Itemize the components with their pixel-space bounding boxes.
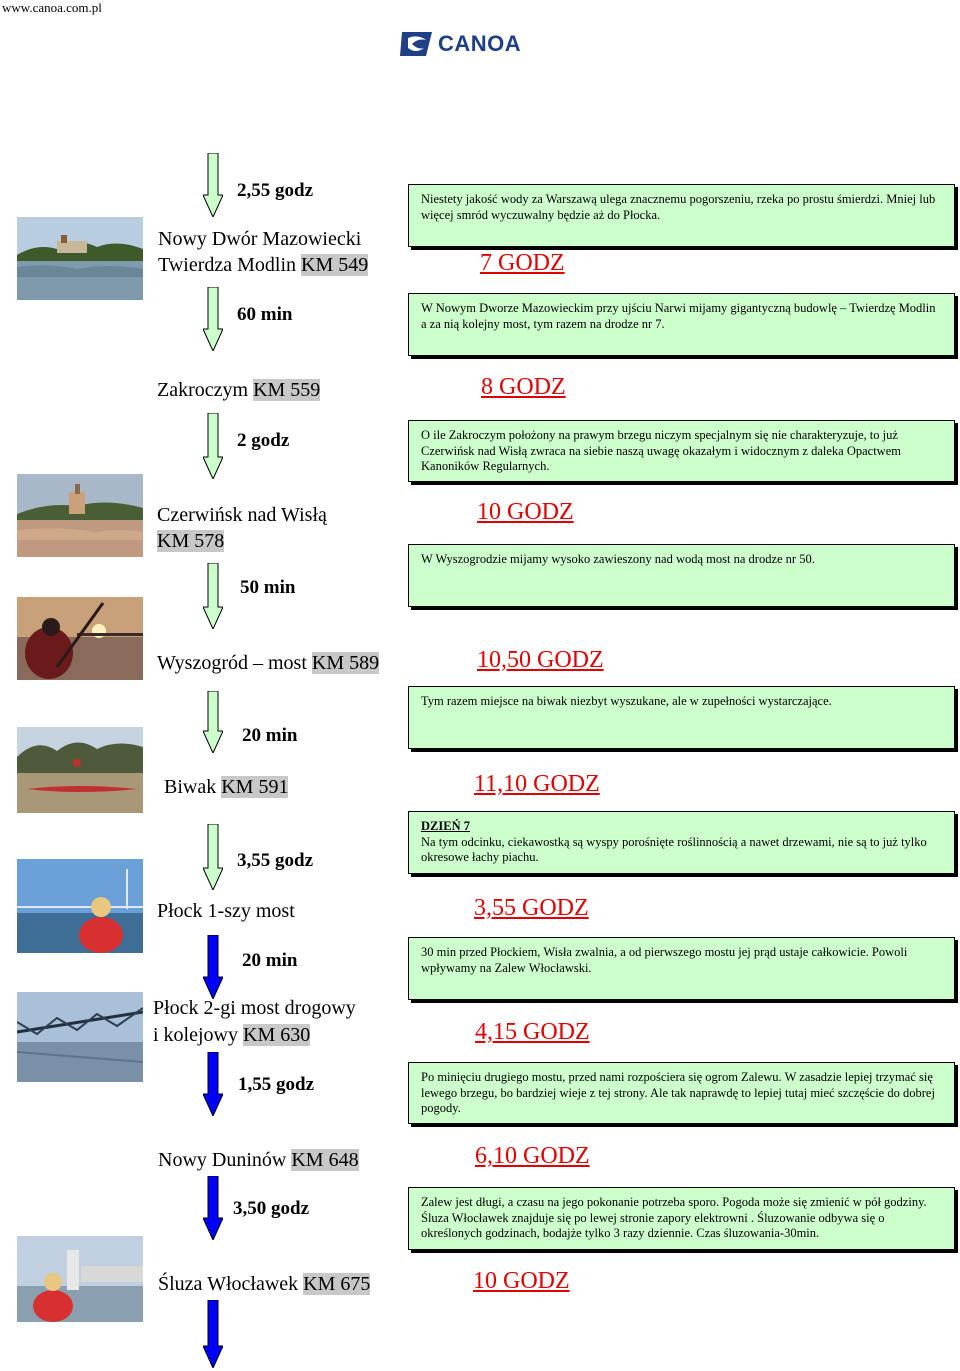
- time-label: 8 GODZ: [481, 374, 566, 400]
- arrow-down-blue-icon: [203, 1052, 223, 1116]
- note-day-7: DZIEŃ 7 Na tym odcinku, ciekawostką są wyspy porośnięte roślinnością a nawet drzewami, nie są to już tylko okresowe łachy piachu.: [408, 811, 955, 874]
- km-marker: KM 549: [301, 254, 369, 276]
- note-modlin: W Nowym Dworze Mazowieckim przy ujściu Narwi mijamy gigantyczną budowlę – Twierdzę Modlin a za nią kolejny most, tym razem na drodze nr 7.: [408, 293, 955, 356]
- km-marker: KM 675: [303, 1273, 371, 1295]
- km-marker: KM 648: [291, 1149, 359, 1171]
- arrow-down-icon: [203, 824, 223, 890]
- logo-text: CANOA: [438, 31, 522, 56]
- photo-campsite: [17, 727, 143, 813]
- note-heading: DZIEŃ 7: [421, 819, 470, 833]
- km-marker: KM 559: [253, 379, 321, 401]
- km-marker: KM 630: [243, 1024, 311, 1046]
- photo-sunset-kayak: [17, 597, 143, 680]
- place-biwak: Biwak KM 591: [164, 776, 289, 798]
- photo-modlin-fortress: [17, 217, 143, 300]
- time-label: 10,50 GODZ: [477, 647, 604, 673]
- duration-label: 20 min: [242, 725, 298, 746]
- duration-label: 1,55 godz: [238, 1074, 314, 1095]
- duration-label: 50 min: [240, 577, 296, 598]
- duration-label: 3,50 godz: [233, 1198, 309, 1219]
- km-marker: KM 591: [221, 776, 289, 798]
- note-plock: 30 min przed Płockiem, Wisła zwalnia, a od pierwszego mostu jej prąd ustaje całkowicie. Powoli wpływamy na Zalew Włocławski.: [408, 937, 955, 1000]
- place-wloclawek-lock: Śluza Włocławek KM 675: [158, 1273, 371, 1295]
- arrow-down-icon: [203, 287, 223, 351]
- duration-label: 2,55 godz: [237, 180, 313, 201]
- arrow-down-blue-icon: [203, 1176, 223, 1240]
- place-czerwinsk: Czerwińsk nad Wisłą KM 578: [157, 504, 327, 552]
- place-plock-second-bridge: Płock 2-gi most drogowy i kolejowy KM 630: [153, 997, 356, 1046]
- duration-label: 20 min: [242, 950, 298, 971]
- photo-plock-steel-bridge: [17, 992, 143, 1082]
- time-label: 7 GODZ: [480, 250, 565, 276]
- note-campsite: Tym razem miejsce na biwak niezbyt wyszukane, ale w zupełności wystarczające.: [408, 686, 955, 749]
- place-duninow: Nowy Duninów KM 648: [158, 1149, 359, 1171]
- place-wyszogrod: Wyszogród – most KM 589: [157, 652, 380, 674]
- time-label: 6,10 GODZ: [475, 1143, 590, 1169]
- duration-label: 2 godz: [237, 430, 290, 451]
- time-label: 4,15 GODZ: [475, 1019, 590, 1045]
- time-label: 3,55 GODZ: [474, 895, 589, 921]
- arrow-down-blue-icon: [203, 1300, 223, 1368]
- photo-plock-bridge-kayaker: [17, 859, 143, 953]
- note-wloclawek: Zalew jest długi, a czasu na jego pokonanie potrzeba sporo. Pogoda może się zmienić w pół godziny. Śluza Włocławek znajduje się po lewej stronie zapory elektrowni . Śluzowanie odbywa się o określonych godzinach, bodajże tylko 3 razy dziennie. Czas śluzowania-30min.: [408, 1187, 955, 1250]
- arrow-down-icon: [203, 413, 223, 479]
- canoa-logo-icon: [398, 30, 436, 58]
- duration-label: 3,55 godz: [237, 850, 313, 871]
- arrow-down-icon: [203, 563, 223, 629]
- note-wyszogrod: W Wyszogrodzie mijamy wysoko zawieszony nad wodą most na drodze nr 50.: [408, 544, 955, 607]
- time-label: 11,10 GODZ: [474, 771, 600, 797]
- photo-czerwinsk-abbey: [17, 474, 143, 557]
- note-reservoir: Po minięciu drugiego mostu, przed nami rozpościera się ogrom Zalewu. W zasadzie lepiej trzymać się lewego brzegu, bo bardziej wieje z tej strony. Ale tak naprawdę to lepiej tutaj mieć szczęście do dobrej pogody.: [408, 1062, 955, 1124]
- arrow-down-icon: [203, 691, 223, 753]
- duration-label: 60 min: [237, 304, 293, 325]
- note-zakroczym: O ile Zakroczym położony na prawym brzegu niczym specjalnym się nie charakteryzuje, to już Czerwińsk nad Wisłą zwraca na siebie naszą uwagę okazałym i widocznym z daleka Opactwem Kanoników Regularnych.: [408, 420, 955, 482]
- photo-wloclawek-lock: [17, 1236, 143, 1322]
- note-water-quality: Niestety jakość wody za Warszawą ulega znacznemu pogorszeniu, rzeka po prostu śmierdzi. Mniej lub więcej smród wyczuwalny będzie aż do Płocka.: [408, 184, 955, 247]
- place-plock-first-bridge: Płock 1-szy most: [157, 900, 295, 922]
- arrow-down-icon: [203, 153, 223, 217]
- km-marker: KM 589: [311, 652, 380, 674]
- km-marker: KM 578: [157, 530, 225, 552]
- place-nowy-dwor: Nowy Dwór Mazowiecki Twierdza Modlin KM 549: [158, 228, 369, 276]
- page-url: www.canoa.com.pl: [2, 0, 102, 15]
- time-label: 10 GODZ: [473, 1268, 570, 1294]
- place-zakroczym: Zakroczym KM 559: [157, 379, 321, 401]
- arrow-down-blue-icon: [203, 935, 223, 999]
- time-label: 10 GODZ: [477, 499, 574, 525]
- canoa-logo: [398, 30, 530, 58]
